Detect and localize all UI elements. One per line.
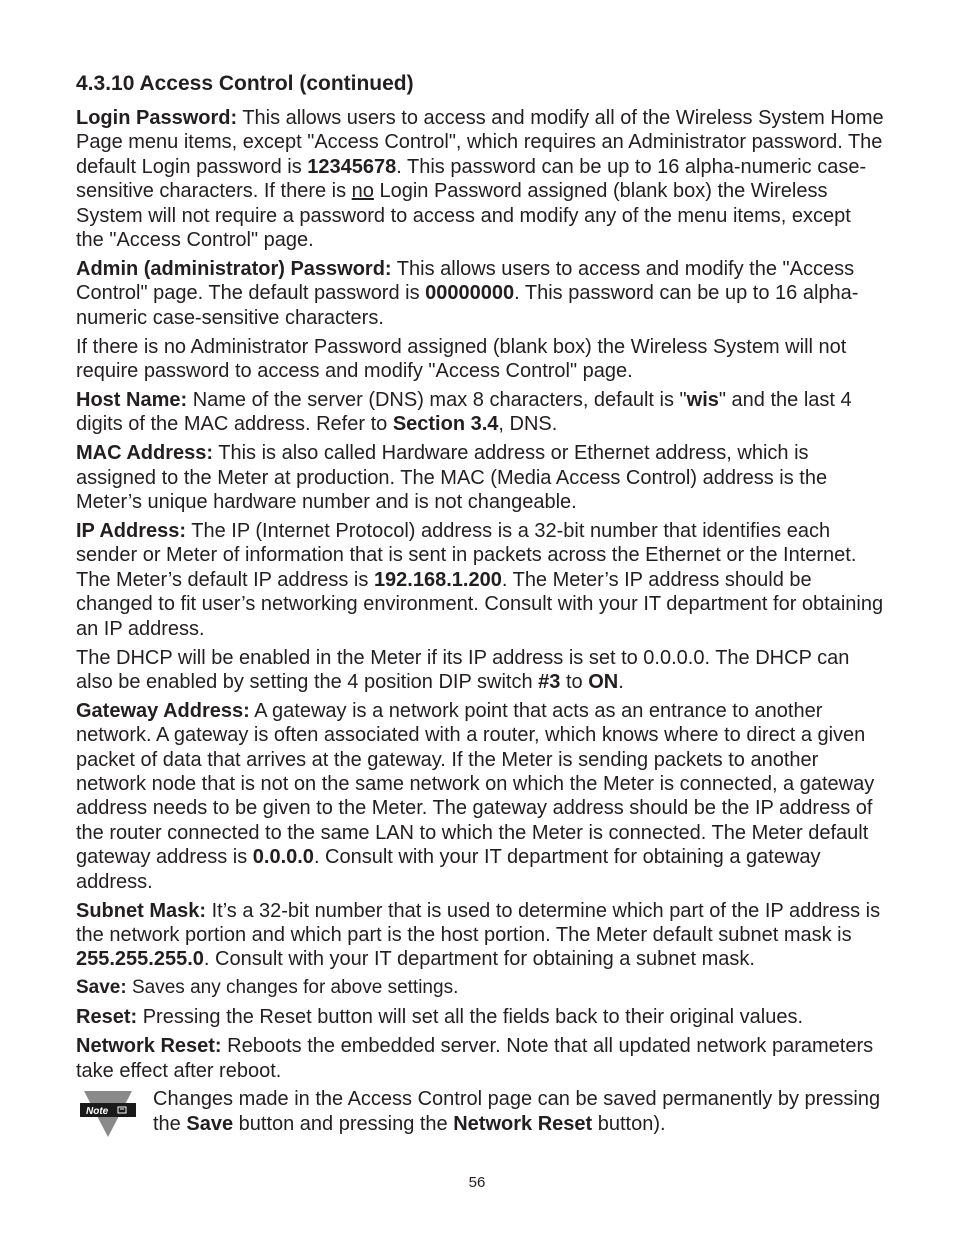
text-run: The IP (Internet Protocol) address is a 32-bit number that identifies each sender or Meter of information that is sent in packets across the Ethernet or the Internet. The Meter’s default IP address is	[76, 520, 857, 591]
dip-switch-state: ON	[588, 670, 619, 693]
text-run: Login Password assigned (blank box) the Wireless System will not require a password to access and modify any of the menu items, except the "Access Control" page.	[76, 180, 851, 252]
default-gateway-address: 0.0.0.0	[252, 846, 314, 869]
text-run: Reboots the embedded server. Note that all updated network parameters take effect after reboot.	[76, 1035, 874, 1082]
ip-address-label: IP Address:	[76, 520, 187, 542]
text-run: Changes made in the Access Control page can be saved permanently by pressing the	[153, 1088, 881, 1135]
host-name-label: Host Name:	[76, 388, 188, 411]
text-run: Name of the server (DNS) max 8 characters, default is "	[187, 388, 687, 411]
save-button-reference: Save	[186, 1112, 234, 1135]
text-run: . Consult with your IT department for obtaining a subnet mask.	[203, 948, 755, 971]
default-ip-address: 192.168.1.200	[373, 568, 502, 591]
reset-label: Reset:	[76, 1006, 138, 1029]
note-icon	[80, 1087, 136, 1139]
text-run: , DNS.	[498, 413, 558, 436]
page-number: 56	[468, 1174, 486, 1191]
default-subnet-mask: 255.255.255.0	[76, 948, 204, 971]
note-icon-label: Note	[86, 1106, 109, 1118]
host-name-paragraph	[76, 388, 884, 437]
text-run: . The Meter’s IP address should be changed to fit user’s networking environment. Consult with your IT department for obtaining an IP address.	[76, 568, 884, 640]
login-password-label: Login Password:	[76, 107, 238, 129]
section-heading: 4.3.10 Access Control (continued)	[76, 72, 414, 95]
network-reset-label: Network Reset:	[76, 1035, 222, 1058]
network-reset-paragraph	[76, 1034, 884, 1083]
mac-address-label: MAC Address:	[76, 442, 214, 465]
note-block	[76, 1087, 884, 1139]
network-reset-button-reference: Network Reset	[453, 1112, 593, 1135]
text-run: This allows users to access and modify all of the Wireless System Home Page menu items, except "Access Control", which requires an Administrator password. The default Login password is	[76, 107, 884, 178]
text-run: This allows users to access and modify the "Access Control" page. The default password is	[76, 257, 855, 305]
admin-password-label: Admin (administrator) Password:	[76, 257, 392, 280]
note-text	[153, 1087, 884, 1136]
gateway-address-paragraph	[76, 699, 884, 894]
text-run: button and pressing the	[233, 1112, 454, 1135]
text-run: . Consult with your IT department for obtaining a gateway address.	[76, 846, 821, 893]
ip-address-paragraph	[76, 519, 884, 641]
text-run: button).	[592, 1112, 666, 1135]
text-run: A gateway is a network point that acts as an entrance to another network. A gateway is often associated with a router, which knows where to direct a given packet of data that arrives at the gateway. If the Meter is sending packets to another network node that is not on the same network on which the Meter is connected, a gateway address needs to be given to the Meter. The gateway address should be the IP address of the router connected to the same LAN to which the Meter is connected. The Meter default gateway address is	[76, 699, 875, 869]
login-password-paragraph	[76, 106, 884, 252]
default-host-prefix: wis	[686, 388, 719, 411]
underlined-no: no	[351, 180, 374, 203]
text-run: If there is no Administrator Password assigned (blank box) the Wireless System will not require password to access and modify "Access Control" page.	[76, 335, 847, 383]
admin-password-paragraph	[76, 257, 884, 330]
section-reference: Section 3.4	[392, 413, 499, 436]
reset-paragraph	[76, 1005, 884, 1029]
gateway-address-label: Gateway Address:	[76, 699, 250, 722]
subnet-mask-label: Subnet Mask:	[76, 899, 207, 922]
text-run: " and the last 4 digits of the MAC address. Refer to	[76, 388, 852, 436]
save-paragraph	[76, 976, 884, 1000]
mac-address-paragraph	[76, 441, 884, 514]
text-run: The DHCP will be enabled in the Meter if its IP address is set to 0.0.0.0. The DHCP can also be enabled by setting the 4 position DIP switch	[76, 646, 850, 693]
admin-password-note-paragraph	[76, 335, 884, 384]
dip-switch-number: #3	[538, 670, 561, 693]
dhcp-paragraph	[76, 646, 884, 695]
default-admin-password: 00000000	[425, 282, 515, 305]
default-login-password: 12345678	[307, 155, 397, 178]
text-run: to	[560, 670, 589, 693]
save-label: Save:	[76, 977, 127, 999]
text-run: . This password can be up to 16 alpha-numeric case-sensitive characters. If there is	[76, 155, 867, 203]
document-page	[76, 70, 884, 1139]
text-run: Pressing the Reset button will set all the fields back to their original values.	[137, 1006, 804, 1029]
subnet-mask-paragraph	[76, 899, 884, 972]
text-run: . This password can be up to 16 alpha-numeric case-sensitive characters.	[76, 282, 859, 329]
text-run: Saves any changes for above settings.	[126, 977, 459, 999]
text-run: .	[618, 670, 624, 693]
text-run: It’s a 32-bit number that is used to determine which part of the IP address is the network portion and which part is the host portion. The Meter default subnet mask is	[76, 899, 881, 946]
text-run: This is also called Hardware address or Ethernet address, which is assigned to the Meter at production. The MAC (Media Access Control) address is the Meter’s unique hardware number and is not changeable.	[76, 442, 828, 514]
